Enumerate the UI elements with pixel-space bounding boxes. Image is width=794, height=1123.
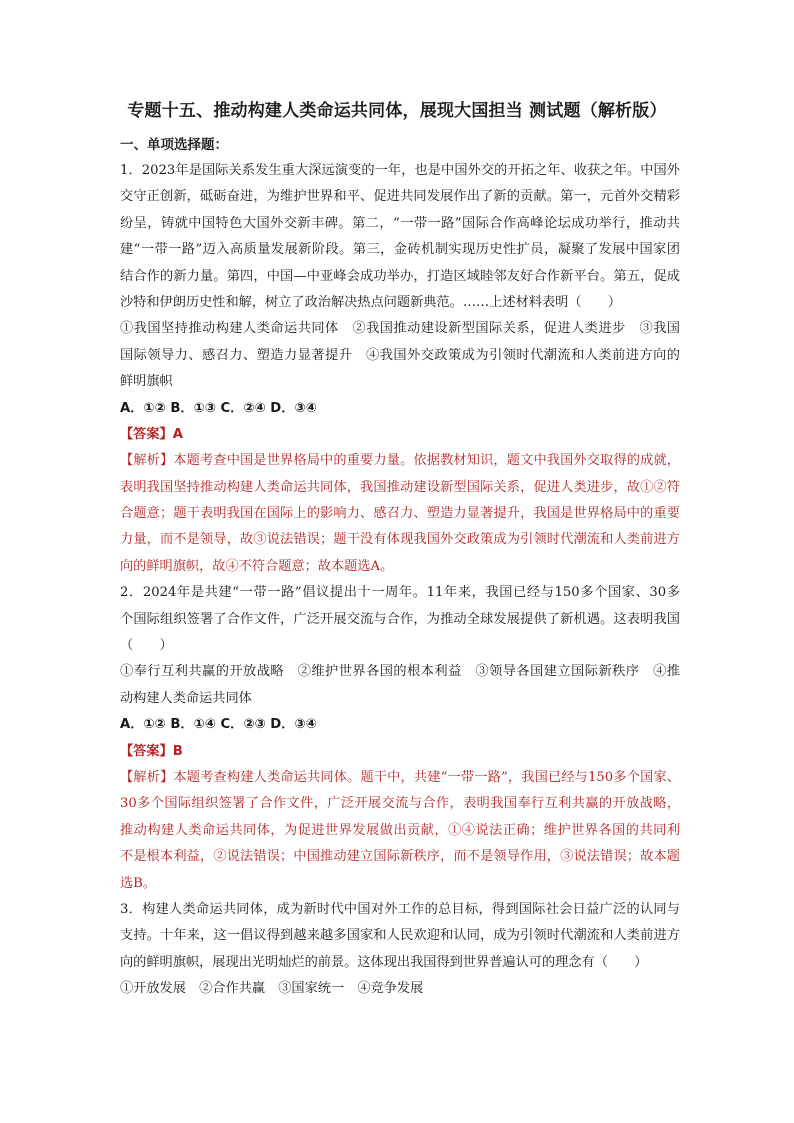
question-2-explanation-line: 不是根本利益，②说法错误；中国推动建立国际新秩序，而不是领导作用，③说法错误；故本题 [120, 849, 680, 865]
question-1-stem-line: 纷呈，铸就中国特色大国外交新丰碑。第二，“一带一路”国际合作高峰论坛成功举行，推动共 [120, 215, 680, 231]
question-1-stem-line: 交守正创新，砥砺奋进，为维护世界和平、促进共同发展作出了新的贡献。第一，元首外交精彩 [120, 189, 680, 205]
question-2-stem-line: 个国际组织签署了合作文件，广泛开展交流与合作，为推动全球发展提供了新机遇。这表明我国 [120, 611, 680, 627]
question-1-stem-line: 建“一带一路”迈入高质量发展新阶段。第三，金砖机制实现历史性扩员，凝聚了发展中国家团 [120, 242, 680, 258]
question-2-explanation-line: 推动构建人类命运共同体，为促进世界发展做出贡献，①④说法正确；维护世界各国的共同利 [120, 822, 680, 838]
question-1-answer: 【答案】A [120, 426, 183, 442]
question-2-answer: 【答案】B [120, 743, 183, 759]
question-2-explanation-line: 选B。 [120, 875, 157, 891]
question-3-stem-line: 向的鲜明旗帜，展现出光明灿烂的前景。这体现出我国得到世界普遍认可的理念有（ ） [120, 954, 648, 970]
question-1-stem-line: 沙特和伊朗历史性和解，树立了政治解决热点问题新典范。……上述材料表明（ ） [120, 294, 622, 310]
question-2-stem-line: （ ） [120, 638, 173, 654]
section-heading: 一、单项选择题： [120, 137, 228, 153]
question-1-explanation-line: 合题意；题干表明我国在国际上的影响力、感召力、塑造力显著提升，我国是世界格局中的重要 [120, 506, 680, 522]
question-1-stem-line: 结合作的新力量。第四，中国—中亚峰会成功举办，打造区域睦邻友好合作新平台。第五，促成 [120, 268, 680, 284]
document-title: 专题十五、推动构建人类命运共同体，展现大国担当 测试题（解析版） [127, 101, 667, 121]
question-2-statement-line: ①奉行互利共赢的开放战略 ②维护世界各国的根本利益 ③领导各国建立国际新秩序 ④推 [120, 664, 680, 680]
question-2-explanation-line: 30多个国际组织签署了合作文件，广泛开展交流与合作，表明我国奉行互利共赢的开放战略， [120, 796, 680, 812]
question-1-explanation-line: 表明我国坚持推动构建人类命运共同体，我国推动建设新型国际关系，促进人类进步，故①②符 [120, 479, 680, 495]
question-2-statement-line: 动构建人类命运共同体 [120, 690, 252, 706]
question-2 [120, 580, 680, 897]
question-2-explanation-line: 【解析】本题考查构建人类命运共同体。题干中，共建“一带一路”，我国已经与150多个国家、 [120, 769, 680, 785]
question-3-stem-line: 3．构建人类命运共同体，成为新时代中国对外工作的总目标，得到国际社会日益广泛的认同与 [120, 901, 680, 917]
question-3-stem-line: 支持。十年来，这一倡议得到越来越多国家和人民欢迎和认同，成为引领时代潮流和人类前进方 [120, 928, 680, 944]
question-2-options: A．①② B．①④ C．②③ D．③④ [120, 717, 317, 733]
question-2-stem-line: 2．2024年是共建“一带一路”倡议提出十一周年。11年来，我国已经与150多个国家、30多 [120, 585, 680, 601]
question-1-explanation-line: 向的鲜明旗帜，故④不符合题意；故本题选A。 [120, 558, 394, 574]
question-1-stem-line: 1．2023年是国际关系发生重大深远演变的一年，也是中国外交的开拓之年、收获之年。中国外 [120, 163, 680, 178]
document-body [120, 158, 680, 1003]
question-1-statement-line: 国际领导力、感召力、塑造力显著提升 ④我国外交政策成为引领时代潮流和人类前进方向的 [120, 347, 680, 363]
question-3 [120, 897, 680, 1003]
question-1 [120, 158, 680, 580]
question-1-explanation-line: 【解析】本题考查中国是世界格局中的重要力量。依据教材知识，题文中我国外交取得的成就， [120, 453, 680, 469]
question-1-statement-line: ①我国坚持推动构建人类命运共同体 ②我国推动建设新型国际关系，促进人类进步 ③我国 [120, 321, 680, 337]
question-1-explanation-line: 力量，而不是领导，故③说法错误；题干没有体现我国外交政策成为引领时代潮流和人类前进方 [120, 532, 680, 548]
question-1-options: A．①② B．①③ C．②④ D．③④ [120, 400, 317, 416]
question-3-statement-line: ①开放发展 ②合作共赢 ③国家统一 ④竞争发展 [120, 981, 424, 997]
question-1-statement-line: 鲜明旗帜 [120, 374, 173, 390]
